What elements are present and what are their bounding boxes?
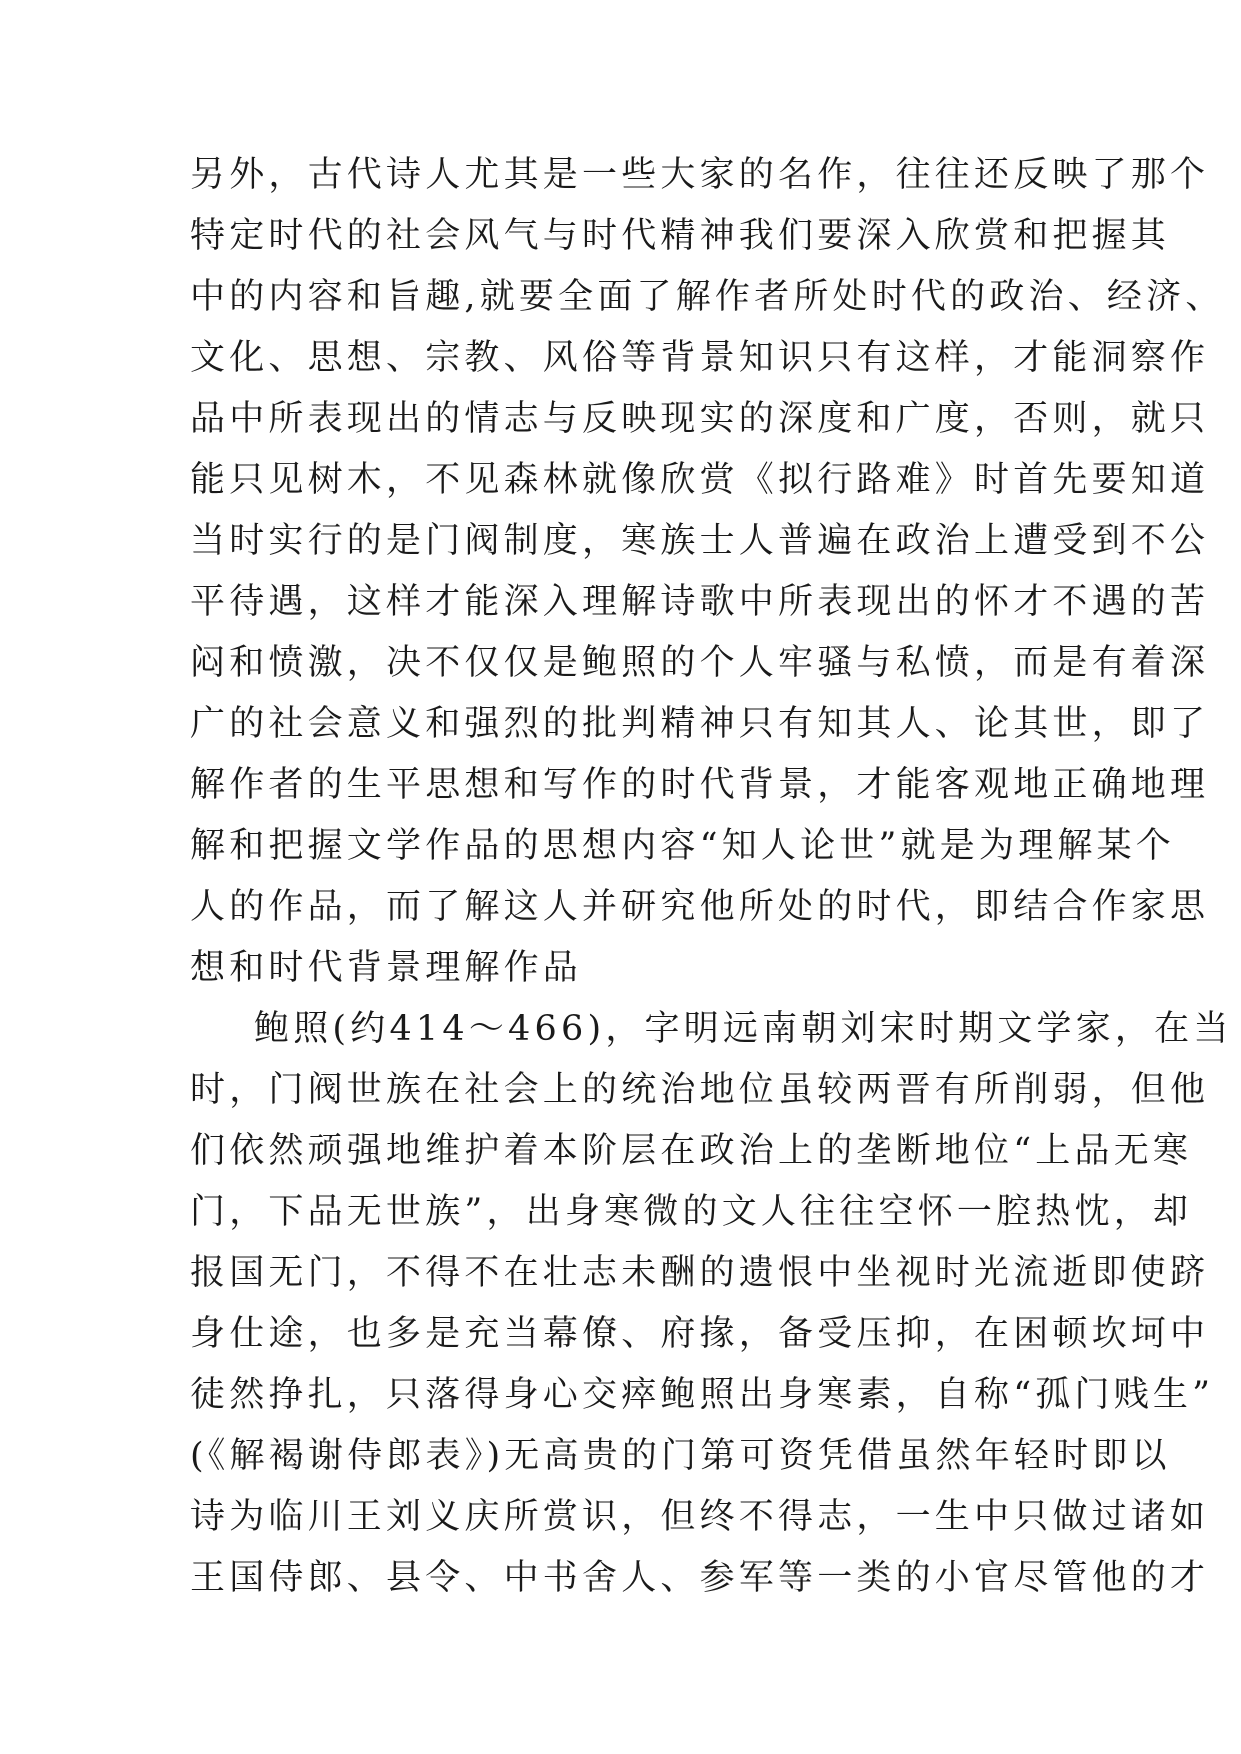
text-line: 另外，古代诗人尤其是一些大家的名作，往往还反映了那个 bbox=[190, 155, 1210, 195]
text-line: 平待遇，这样才能深入理解诗歌中所表现出的怀才不遇的苦 bbox=[190, 582, 1210, 622]
text-line: (《解褐谢侍郎表》)无高贵的门第可资凭借虽然年轻时即以 bbox=[190, 1436, 1171, 1476]
text-line: 门，下品无世族”，出身寒微的文人往往空怀一腔热忱，却 bbox=[190, 1192, 1193, 1232]
text-line: 时，门阀世族在社会上的统治地位虽较两晋有所削弱，但他 bbox=[190, 1070, 1210, 1110]
text-line: 解和把握文学作品的思想内容“知人论世”就是为理解某个 bbox=[190, 826, 1175, 866]
paragraph-2 bbox=[190, 999, 1233, 1609]
document-body bbox=[190, 145, 1233, 1609]
text-line: 王国侍郎、县令、中书舍人、参军等一类的小官尽管他的才 bbox=[190, 1558, 1210, 1598]
text-line: 人的作品，而了解这人并研究他所处的时代，即结合作家思 bbox=[190, 887, 1210, 927]
text-line: 特定时代的社会风气与时代精神我们要深入欣赏和把握其 bbox=[190, 216, 1171, 256]
text-line: 闷和愤激，决不仅仅是鲍照的个人牢骚与私愤，而是有着深 bbox=[190, 643, 1210, 683]
text-line: 诗为临川王刘义庆所赏识，但终不得志，一生中只做过诸如 bbox=[190, 1497, 1210, 1537]
text-line: 广的社会意义和强烈的批判精神只有知其人、论其世，即了 bbox=[190, 704, 1210, 744]
text-line: 想和时代背景理解作品 bbox=[190, 948, 583, 988]
paragraph-1 bbox=[190, 145, 1225, 999]
text-line: 品中所表现出的情志与反映现实的深度和广度，否则，就只 bbox=[190, 399, 1210, 439]
text-line: 解作者的生平思想和写作的时代背景，才能客观地正确地理 bbox=[190, 765, 1210, 805]
text-line: 身仕途，也多是充当幕僚、府掾，备受压抑，在困顿坎坷中 bbox=[190, 1314, 1210, 1354]
text-line: 们依然顽强地维护着本阶层在政治上的垄断地位“上品无寒 bbox=[190, 1131, 1193, 1171]
text-line: 报国无门，不得不在壮志未酬的遗恨中坐视时光流逝即使跻 bbox=[190, 1253, 1210, 1293]
text-line: 当时实行的是门阀制度，寒族士人普遍在政治上遭受到不公 bbox=[190, 521, 1210, 561]
text-line: 文化、思想、宗教、风俗等背景知识只有这样，才能洞察作 bbox=[190, 338, 1210, 378]
text-line: 徒然挣扎，只落得身心交瘁鲍照出身寒素，自称“孤门贱生” bbox=[190, 1375, 1215, 1415]
text-line: 中的内容和旨趣,就要全面了解作者所处时代的政治、经济、 bbox=[190, 277, 1225, 317]
text-line: 鲍照(约414～466)，字明远南朝刘宋时期文学家，在当 bbox=[254, 1009, 1233, 1049]
text-line: 能只见树木，不见森林就像欣赏《拟行路难》时首先要知道 bbox=[190, 460, 1210, 500]
